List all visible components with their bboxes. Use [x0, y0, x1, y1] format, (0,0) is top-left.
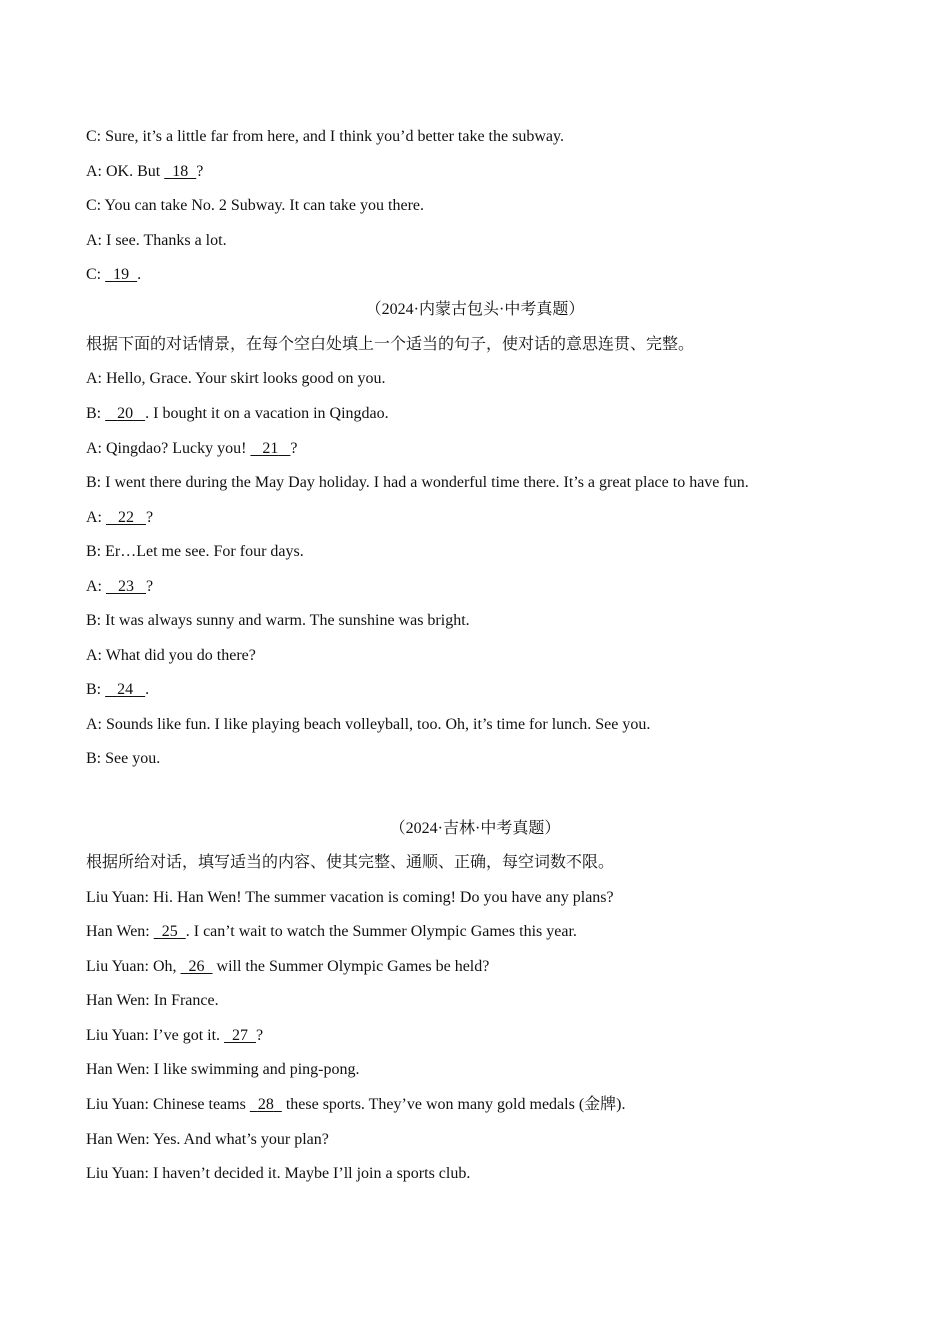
- dialogue-line: [86, 508, 153, 528]
- answer-blank-24[interactable]: 24: [117, 681, 134, 698]
- answer-blank-25[interactable]: 25: [161, 923, 178, 940]
- dialogue-line: [86, 439, 298, 459]
- dialogue-line: [86, 646, 256, 666]
- line-text: .: [137, 266, 142, 283]
- answer-blank-23[interactable]: 23: [118, 578, 134, 595]
- answer-blank-21[interactable]: 21: [262, 440, 279, 457]
- dialogue-line: [86, 265, 141, 285]
- line-text: A: What did you do there?: [86, 647, 256, 664]
- line-text: . I bought it on a vacation in Qingdao.: [145, 405, 389, 422]
- line-text: Liu Yuan: I haven’t decided it. Maybe I’ll join a sports club.: [86, 1165, 471, 1182]
- instruction-text: 根据下面的对话情景，在每个空白处填上一个适当的句子，使对话的意思连贯、完整。: [86, 336, 695, 353]
- dialogue-line: [86, 922, 577, 942]
- line-text: ?: [256, 1027, 264, 1044]
- dialogue-line: [86, 577, 153, 597]
- dialogue-line: [86, 749, 160, 769]
- dialogue-line: [86, 1164, 470, 1184]
- line-text: . I can’t wait to watch the Summer Olympic Games this year.: [185, 923, 577, 940]
- answer-blank-27[interactable]: 27: [232, 1027, 249, 1044]
- line-text: Han Wen: In France.: [86, 992, 219, 1009]
- line-text: ?: [196, 163, 204, 180]
- answer-blank-18[interactable]: 18: [172, 163, 189, 180]
- dialogue-line: [86, 542, 304, 562]
- question-source: （2024·吉林·中考真题）: [389, 820, 561, 837]
- answer-blank-19[interactable]: 19: [113, 266, 130, 283]
- dialogue-line: [86, 680, 149, 700]
- line-text: A: OK. But: [86, 163, 165, 180]
- line-text: Liu Yuan: Hi. Han Wen! The summer vacation is coming! Do you have any plans?: [86, 889, 614, 906]
- line-text: A: Qingdao? Lucky you!: [86, 440, 251, 457]
- line-text: A: Sounds like fun. I like playing beach volleyball, too. Oh, it’s time for lunch. See you.: [86, 716, 651, 733]
- line-text: Liu Yuan: I’ve got it.: [86, 1027, 225, 1044]
- answer-blank-26[interactable]: 26: [188, 958, 205, 975]
- dialogue-line: [86, 162, 203, 182]
- line-text: C:: [86, 266, 106, 283]
- line-text: C: Sure, it’s a little far from here, and I think you’d better take the subway.: [86, 128, 564, 145]
- line-text: Han Wen: Yes. And what’s your plan?: [86, 1131, 329, 1148]
- line-text: Liu Yuan: Oh,: [86, 958, 181, 975]
- line-text: B: It was always sunny and warm. The sunshine was bright.: [86, 612, 470, 629]
- line-text: A:: [86, 509, 106, 526]
- line-text: Han Wen:: [86, 923, 154, 940]
- line-text: A: I see. Thanks a lot.: [86, 232, 227, 249]
- line-text: .: [145, 681, 150, 698]
- question-source: （2024·内蒙古包头·中考真题）: [365, 301, 585, 318]
- answer-blank-20[interactable]: 20: [117, 405, 134, 422]
- dialogue-line: [86, 1060, 360, 1080]
- dialogue-line: [86, 196, 424, 216]
- dialogue-line: [86, 473, 749, 493]
- dialogue-line: [86, 1095, 625, 1115]
- line-text: B:: [86, 681, 106, 698]
- line-text: A:: [86, 578, 106, 595]
- dialogue-line: [86, 611, 470, 631]
- line-text: these sports. They’ve won many gold medals (金牌).: [281, 1096, 626, 1113]
- dialogue-line: [86, 957, 489, 977]
- dialogue-line: [86, 231, 227, 251]
- dialogue-line: [86, 715, 650, 735]
- instruction-text: 根据所给对话，填写适当的内容、使其完整、通顺、正确，每空词数不限。: [86, 854, 615, 871]
- line-text: B: See you.: [86, 750, 161, 767]
- dialogue-line: [86, 888, 614, 908]
- line-text: A: Hello, Grace. Your skirt looks good on you.: [86, 370, 386, 387]
- answer-blank-28[interactable]: 28: [257, 1096, 274, 1113]
- line-text: Han Wen: I like swimming and ping-pong.: [86, 1061, 360, 1078]
- line-text: ?: [290, 440, 298, 457]
- line-text: C: You can take No. 2 Subway. It can take you there.: [86, 197, 424, 214]
- answer-blank-22[interactable]: 22: [118, 509, 134, 526]
- dialogue-line: [86, 127, 564, 147]
- line-text: Liu Yuan: Chinese teams: [86, 1096, 250, 1113]
- dialogue-line: [86, 404, 389, 424]
- line-text: B:: [86, 405, 106, 422]
- dialogue-line: [86, 1026, 263, 1046]
- line-text: ?: [146, 578, 154, 595]
- dialogue-line: [86, 1130, 329, 1150]
- line-text: B: I went there during the May Day holiday. I had a wonderful time there. It’s a great place to have fun.: [86, 474, 749, 491]
- dialogue-line: [86, 369, 386, 389]
- line-text: will the Summer Olympic Games be held?: [212, 958, 490, 975]
- line-text: ?: [146, 509, 154, 526]
- dialogue-line: [86, 991, 219, 1011]
- line-text: B: Er…Let me see. For four days.: [86, 543, 304, 560]
